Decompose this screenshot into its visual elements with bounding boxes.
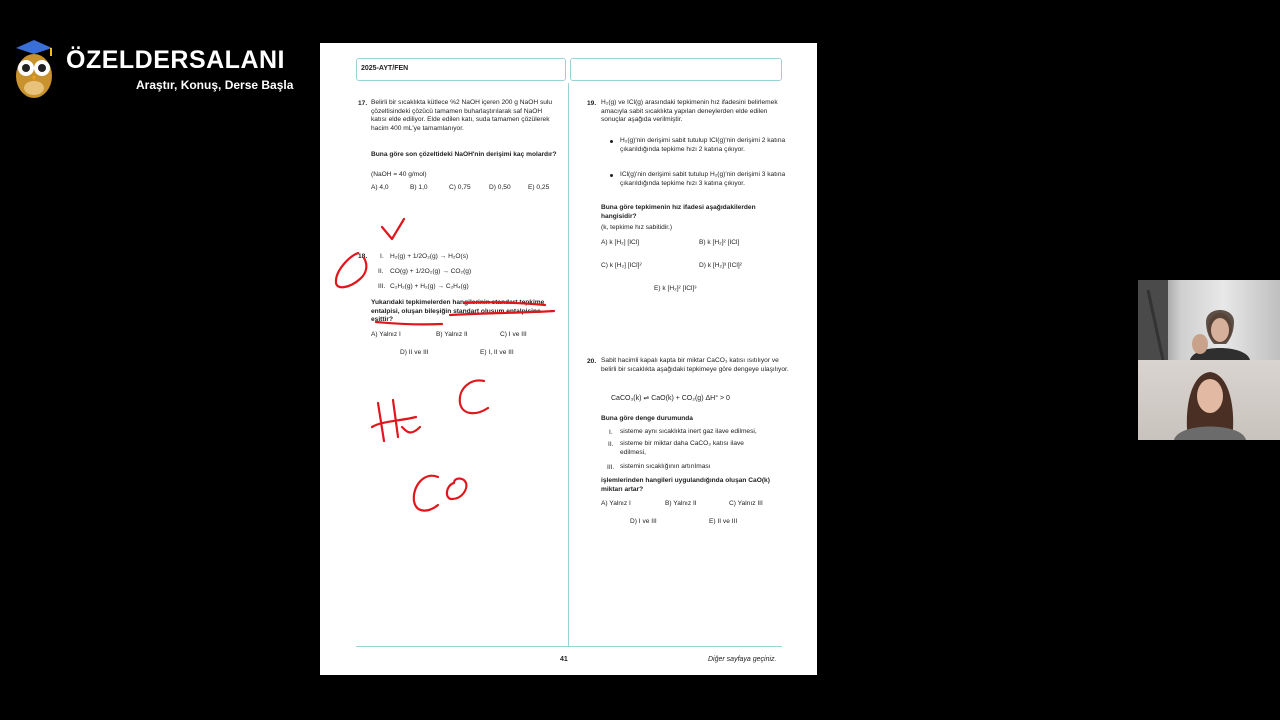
question-prompt: Buna göre son çözeltideki NaOH'nin derişimi kaç molardır?	[371, 151, 557, 158]
option-c[interactable]: C) Yalnız III	[729, 500, 763, 507]
question-number: 17.	[358, 100, 368, 107]
option-c[interactable]: C) I ve III	[500, 331, 527, 338]
teacher-figure	[1138, 280, 1280, 360]
option-b[interactable]: B) k [H₂]² [ICl]	[699, 239, 740, 246]
question-note: (k, tepkime hız sabitidir.)	[601, 224, 673, 231]
bullet-item: H₂(g)'nin derişimi sabit tutulup ICl(g)'nin derişimi 2 katına çıkarıldığında tepkime hızı 2 katına çıkıyor.	[620, 137, 786, 153]
brand-slogan: Araştır, Konuş, Derse Başla	[136, 78, 294, 92]
exam-code: 2025-AYT/FEN	[361, 65, 409, 72]
option-a[interactable]: A) Yalnız I	[601, 500, 631, 507]
column-divider	[568, 83, 569, 646]
bullet-item: ICl(g)'nin derişimi sabit tutulup H₂(g)'nin derişimi 3 katına çıkarıldığında tepkime hızı 3 katına çıkıyor.	[620, 171, 786, 187]
question-number: 20.	[587, 358, 597, 365]
reaction-text: CO(g) + 1/2O₂(g) → CO₂(g)	[390, 268, 472, 275]
option-b[interactable]: B) 1,0	[410, 184, 428, 191]
webcam-teacher	[1138, 280, 1280, 360]
letter-c-annotation	[460, 381, 488, 414]
equilibrium-equation: CaCO₃(k) ⇌ CaO(k) + CO₂(g) ΔH° > 0	[611, 395, 730, 402]
reaction-text: H₂(g) + 1/2O₂(g) → H₂O(s)	[390, 253, 469, 260]
letter-h-annotation	[372, 400, 420, 441]
bullet-dot	[610, 174, 613, 177]
option-d[interactable]: D) 0,50	[489, 184, 511, 191]
option-c[interactable]: C) k [H₂] [ICl]²	[601, 262, 642, 269]
question-lead: Buna göre denge durumunda	[601, 415, 693, 422]
question-text: Belirli bir sıcaklıkta kütlece %2 NaOH içeren 200 g NaOH sulu çözeltisindeki çözücü tamamen buharlaştırılarak saf NaOH katısı elde ediliyor. Elde edilen katı, suda tamamen çözülerek hacim 400 mL'ye tamamlanıyor.	[371, 99, 553, 132]
question-prompt: Buna göre tepkimenin hız ifadesi aşağıdakilerden hangisidir?	[601, 204, 756, 220]
option-a[interactable]: A) k [H₂] [ICl]	[601, 239, 640, 246]
header-right-box	[570, 58, 782, 81]
checkmark-annotation	[382, 219, 404, 239]
question-number: 18.	[358, 253, 368, 260]
item-roman: III.	[607, 464, 615, 471]
bullet-dot	[610, 140, 613, 143]
question-note: (NaOH = 40 g/mol)	[371, 171, 427, 178]
option-d[interactable]: D) k [H₂]³ [ICl]²	[699, 262, 742, 269]
option-b[interactable]: B) Yalnız II	[665, 500, 697, 507]
brand-logo	[10, 36, 310, 106]
item-text: sistemin sıcaklığının artırılması	[620, 463, 711, 470]
reaction-roman: I.	[380, 253, 384, 260]
option-e[interactable]: E) k [H₂]² [ICl]³	[654, 285, 697, 292]
item-roman: II.	[608, 441, 614, 448]
footer-note: Diğer sayfaya geçiniz.	[708, 656, 777, 663]
footer-rule	[356, 646, 782, 647]
exam-page	[320, 43, 817, 675]
question-number: 19.	[587, 100, 597, 107]
option-b[interactable]: B) Yalnız II	[436, 331, 468, 338]
option-d[interactable]: D) I ve III	[630, 518, 657, 525]
option-e[interactable]: E) 0,25	[528, 184, 550, 191]
option-c[interactable]: C) 0,75	[449, 184, 471, 191]
page-number: 41	[560, 656, 568, 663]
option-a[interactable]: A) Yalnız I	[371, 331, 401, 338]
option-a[interactable]: A) 4,0	[371, 184, 389, 191]
reaction-text: C₂H₂(g) + H₂(g) → C₂H₄(g)	[390, 283, 469, 290]
item-roman: I.	[609, 429, 613, 436]
question-intro: H₂(g) ve ICl(g) arasındaki tepkimenin hız ifadesini belirlemek amacıyla sabit sıcaklıkta yapılan deneylerden elde edilen sonuçlar aşağıda verilmiştir.	[601, 99, 778, 124]
owl-logo-icon	[10, 36, 58, 100]
question-prompt: işlemlerinden hangileri uygulandığında oluşan CaO(k) miktarı artar?	[601, 477, 770, 493]
webcam-student	[1138, 360, 1280, 440]
item-text: sisteme aynı sıcaklıkta inert gaz ilave edilmesi,	[620, 428, 757, 435]
item-text: sisteme bir miktar daha CaCO₃ katısı ilave edilmesi,	[620, 440, 744, 456]
option-e[interactable]: E) II ve III	[709, 518, 738, 525]
question-prompt: Yukarıdaki tepkimelerden hangilerinin standart tepkime entalpisi, oluşan bileşiğin standart oluşum entalpisine eşittir?	[371, 299, 545, 324]
header-left-box	[356, 58, 566, 81]
reaction-roman: II.	[378, 268, 384, 275]
reaction-roman: III.	[378, 283, 386, 290]
student-figure	[1138, 360, 1280, 440]
option-e[interactable]: E) I, II ve III	[480, 349, 514, 356]
letters-co-annotation	[414, 476, 467, 511]
question-intro: Sabit hacimli kapalı kapta bir miktar CaCO₃ katısı ısıtılıyor ve belirli bir sıcaklıkta aşağıdaki tepkimeye göre dengeye ulaşılıyor.	[601, 357, 789, 373]
brand-name: ÖZELDERSALANI	[66, 46, 285, 74]
option-d[interactable]: D) II ve III	[400, 349, 429, 356]
